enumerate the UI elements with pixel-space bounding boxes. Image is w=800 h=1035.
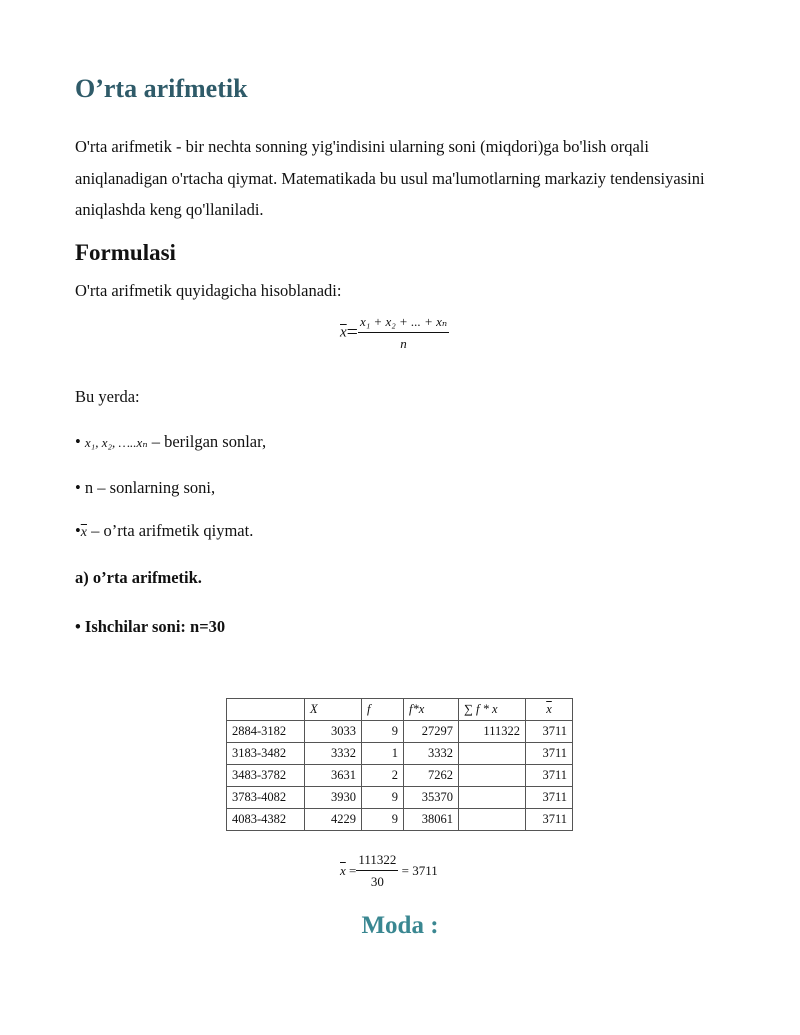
formula-lhs: x (340, 324, 347, 341)
table-row (227, 809, 573, 831)
bullet-text: n – sonlarning soni, (84, 478, 216, 497)
bu-yerda-label: Bu yerda: (75, 387, 140, 406)
table-cell (459, 787, 526, 809)
page-title: O’rta arifmetik (75, 74, 248, 103)
table-row (227, 721, 573, 743)
table-header-cell: X (305, 699, 362, 721)
table-cell (459, 743, 526, 765)
table-cell: 9 (362, 787, 404, 809)
table-cell: 4229 (305, 809, 362, 831)
table-cell: 3783-4082 (227, 787, 305, 809)
table-header-cell (526, 699, 573, 721)
bullet-symbol: x₁, x₂, …..xₙ (84, 435, 148, 450)
calc-result: 3711 (412, 863, 438, 878)
formula-numerator: x₁ + x₂ + ... + xₙ (358, 314, 449, 333)
calc-equals: = (401, 863, 410, 878)
table-cell: 2 (362, 765, 404, 787)
table-cell: 3483-3782 (227, 765, 305, 787)
table-cell (459, 809, 526, 831)
formula-intro: O'rta arifmetik quyidagicha hisoblanadi: (75, 281, 342, 300)
table-cell: 3711 (526, 743, 573, 765)
table-cell: 35370 (404, 787, 459, 809)
table-cell: 3711 (526, 787, 573, 809)
mean-formula (340, 314, 449, 352)
table-cell: 3930 (305, 787, 362, 809)
bullet-given-numbers (75, 432, 266, 452)
table-row (227, 787, 573, 809)
table-cell: 3711 (526, 721, 573, 743)
table-header-row (227, 699, 573, 721)
table-header-cell: f (362, 699, 404, 721)
table-cell: 111322 (459, 721, 526, 743)
bullet-symbol: x (80, 525, 87, 540)
table-cell: 3631 (305, 765, 362, 787)
grouped-data-table-wrap (226, 698, 573, 831)
intro-paragraph: O'rta arifmetik - bir nechta sonning yig'indisini ularning soni (miqdori)ga bo'lish orqali aniqlanadigan o'rtacha qiymat. Matematikada bu usul ma'lumotlarning markaziy tendensiyasini aniqlashda keng qo'llaniladi. (75, 137, 705, 219)
table-cell: 3711 (526, 765, 573, 787)
table-cell: 38061 (404, 809, 459, 831)
table-cell: 3332 (404, 743, 459, 765)
workers-count: • Ishchilar soni: n=30 (75, 617, 226, 636)
bullet-marker: • (75, 478, 81, 497)
bullet-text: – o’rta arifmetik qiymat. (87, 521, 254, 540)
subheading-a: a) o’rta arifmetik. (75, 568, 202, 587)
table-header-cell: ∑ f * x (459, 699, 526, 721)
table-row (227, 743, 573, 765)
bullet-count (75, 478, 215, 498)
calc-denominator: 30 (370, 874, 384, 889)
formula-heading: Formulasi (75, 240, 176, 265)
table-cell: 9 (362, 809, 404, 831)
table-cell (459, 765, 526, 787)
xbar-symbol: x (546, 702, 552, 716)
bullet-marker: • (75, 521, 81, 540)
bullet-text: – berilgan sonlar, (147, 432, 267, 451)
table-row (227, 765, 573, 787)
calc-equals: = (349, 863, 357, 878)
calc-numerator: 111322 (356, 852, 398, 871)
table-cell: 2884-3182 (227, 721, 305, 743)
formula-equals: = (346, 321, 358, 344)
mean-calculation (340, 852, 438, 890)
table-cell: 9 (362, 721, 404, 743)
table-header-cell (227, 699, 305, 721)
formula-denominator: n (400, 336, 407, 351)
table-cell: 7262 (404, 765, 459, 787)
moda-heading: Moda : (361, 912, 439, 939)
table-header-cell: f*x (404, 699, 459, 721)
bullet-mean (75, 521, 253, 541)
table-cell: 27297 (404, 721, 459, 743)
grouped-data-table (226, 698, 573, 831)
table-cell: 3183-3482 (227, 743, 305, 765)
table-cell: 3332 (305, 743, 362, 765)
table-cell: 4083-4382 (227, 809, 305, 831)
table-cell: 1 (362, 743, 404, 765)
bullet-marker: • (75, 432, 81, 451)
table-cell: 3033 (305, 721, 362, 743)
calc-lhs: x (340, 863, 346, 878)
table-cell: 3711 (526, 809, 573, 831)
